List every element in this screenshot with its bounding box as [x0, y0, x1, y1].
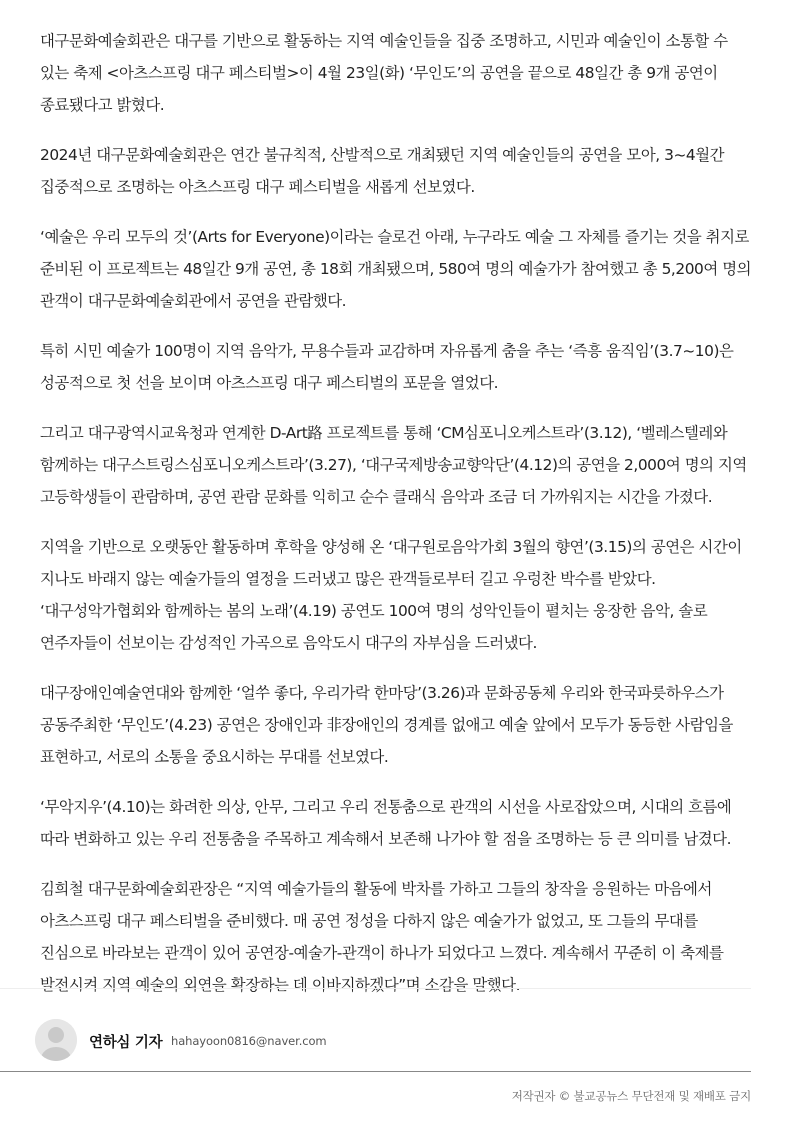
person-placeholder-icon	[35, 1019, 77, 1061]
article-body	[40, 25, 756, 1019]
article-paragraph: 특히 시민 예술가 100명이 지역 음악가, 무용수들과 교감하며 자유롭게 춤을 추는 ‘즉흥 움직임’(3.7~10)은 성공적으로 첫 선을 보이며 아츠스프링 대구 페스티벌의 포문을 열었다.	[40, 342, 734, 392]
article-paragraph: 대구장애인예술연대와 함께한 ‘얼쑤 좋다, 우리가락 한마당’(3.26)과 문화공동체 우리와 한국파릇하우스가 공동주최한 ‘무인도’(4.23) 공연은 장애인과 非장애인의 경계를 없애고 예술 앞에서 모두가 동등한 사람임을 표현하고, 서로의 소통을 중요시하는 무대를 선보였다.	[40, 684, 733, 766]
article-paragraph: 2024년 대구문화예술회관은 연간 불규칙적, 산발적으로 개최됐던 지역 예술인들의 공연을 모아, 3~4월간 집중적으로 조명하는 아츠스프링 대구 페스티벌을 새롭게 선보였다.	[40, 146, 725, 196]
reporter-byline	[0, 988, 751, 1072]
copyright-notice: 저작권자 © 불교공뉴스 무단전재 및 재배포 금지	[511, 1089, 751, 1103]
article-paragraph: 김희철 대구문화예술회관장은 “지역 예술가들의 활동에 박차를 가하고 그들의 창작을 응원하는 마음에서 아츠스프링 대구 페스티벌을 준비했다. 매 공연 정성을 다하지 않은 예술가가 없었고, 또 그들의 무대를 진심으로 바라보는 관객이 있어 공연장-예술가-관객이 하나가 되었다고 느꼈다. 계속해서 꾸준히 이 축제를 발전시켜 지역 예술의 외연을 확장하는 데 이바지하겠다”며 소감을 말했다.	[40, 880, 724, 994]
article-paragraph: ‘예술은 우리 모두의 것’(Arts for Everyone)이라는 슬로건 아래, 누구라도 예술 그 자체를 즐기는 것을 취지로 준비된 이 프로젝트는 48일간 9개 공연, 총 18회 개최됐으며, 580여 명의 예술가가 참여했고 총 5,200여 명의 관객이 대구문화예술회관에서 공연을 관람했다.	[40, 228, 752, 310]
article-paragraph: 지역을 기반으로 오랫동안 활동하며 후학을 양성해 온 ‘대구원로음악가회 3월의 향연’(3.15)의 공연은 시간이 지나도 바래지 않는 예술가들의 열정을 드러냈고 많은 관객들로부터 길고 우렁찬 박수를 받았다. ‘대구성악가협회와 함께하는 봄의 노래’(4.19) 공연도 100여 명의 성악인들이 펼치는 웅장한 음악, 솔로 연주자들이 선보이는 감성적인 가곡으로 음악도시 대구의 자부심을 드러냈다.	[40, 538, 742, 652]
article-paragraph: 대구문화예술회관은 대구를 기반으로 활동하는 지역 예술인들을 집중 조명하고, 시민과 예술인이 소통할 수 있는 축제 <아츠스프링 대구 페스티벌>이 4월 23일(화) ‘무인도’의 공연을 끝으로 48일간 총 9개 공연이 종료됐다고 밝혔다.	[40, 32, 728, 114]
reporter-email[interactable]: hahayoon0816@naver.com	[171, 1034, 327, 1048]
reporter-name[interactable]: 연하심 기자	[89, 1035, 163, 1051]
article-paragraph: 그리고 대구광역시교육청과 연계한 D-Art路 프로젝트를 통해 ‘CM심포니오케스트라’(3.12), ‘벨레스텔레와 함께하는 대구스트링스심포니오케스트라’(3.27), ‘대구국제방송교향악단’(4.12)의 공연을 2,000여 명의 지역 고등학생들이 관람하며, 공연 관람 문화를 익히고 순수 클래식 음악과 조금 더 가까워지는 시간을 가졌다.	[40, 424, 747, 506]
article-paragraph: ‘무악지우’(4.10)는 화려한 의상, 안무, 그리고 우리 전통춤으로 관객의 시선을 사로잡았으며, 시대의 흐름에 따라 변화하고 있는 우리 전통춤을 주목하고 계속해서 보존해 나가야 할 점을 조명하는 등 큰 의미를 남겼다.	[40, 798, 732, 848]
avatar	[35, 1019, 77, 1061]
